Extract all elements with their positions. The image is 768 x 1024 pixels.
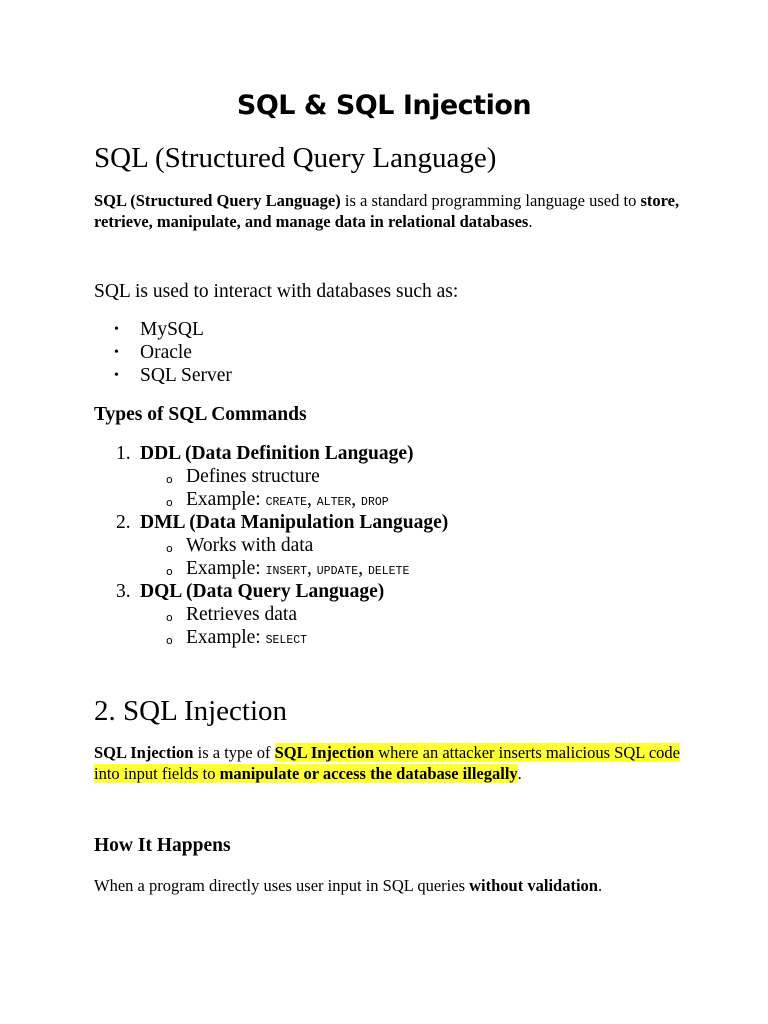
sql-keyword: DROP xyxy=(361,496,389,509)
sql-keyword: DELETE xyxy=(367,565,410,578)
command-type-title xyxy=(94,442,448,465)
highlighted-description: where an attacker inserts malicious SQL code into input fields to xyxy=(94,743,680,783)
sql-injection-text: is a type of xyxy=(193,743,275,762)
how-it-happens-paragraph xyxy=(94,875,684,896)
command-type-desc: o Retrieves data xyxy=(94,603,448,626)
command-type-desc: o Works with data xyxy=(94,534,448,557)
example-label: Example: xyxy=(186,558,266,579)
command-types-heading: Types of SQL Commands xyxy=(94,404,307,425)
how-end: . xyxy=(597,876,603,895)
sql-purpose: store, retrieve, manipulate, and manage data in relational databases xyxy=(94,191,680,231)
command-type-dml xyxy=(94,511,448,580)
list-number: 2. xyxy=(116,512,131,533)
sql-injection-paragraph xyxy=(94,742,684,784)
command-type-name: DML (Data Manipulation Language) xyxy=(140,512,449,533)
sql-term: SQL (Structured Query Language) xyxy=(94,191,341,210)
command-type-details xyxy=(94,603,448,649)
command-type-details xyxy=(94,465,448,511)
example-label: Example: xyxy=(186,627,266,648)
command-type-name: DDL (Data Definition Language) xyxy=(140,443,414,464)
command-type-name: DQL (Data Query Language) xyxy=(140,581,385,602)
document-title: SQL & SQL Injection xyxy=(236,90,532,121)
command-type-title xyxy=(94,580,448,603)
section-heading-sql: SQL (Structured Query Language) xyxy=(94,142,497,174)
sql-definition-end: . xyxy=(528,212,533,231)
sql-keyword: CREATE xyxy=(265,496,308,509)
sql-keyword: UPDATE xyxy=(316,565,359,578)
command-type-example xyxy=(94,626,448,649)
command-type-desc: o Defines structure xyxy=(94,465,448,488)
command-type-dql xyxy=(94,580,448,649)
command-types-list xyxy=(94,442,448,649)
databases-intro: SQL is used to interact with databases such as: xyxy=(94,281,459,302)
command-type-example: o Example: INSERT, UPDATE, DELETE xyxy=(94,557,448,580)
example-label: Example: xyxy=(186,489,266,510)
list-number: 3. xyxy=(116,581,131,602)
how-bold: without validation xyxy=(469,876,598,895)
sql-keyword: INSERT xyxy=(265,565,308,578)
list-number: 1. xyxy=(116,443,131,464)
sql-injection-term: SQL Injection xyxy=(94,743,194,762)
command-type-details xyxy=(94,534,448,580)
command-type-ddl xyxy=(94,442,448,511)
sql-definition-text: is a standard programming language used to xyxy=(340,191,641,210)
how-it-happens-heading: How It Happens xyxy=(94,835,231,856)
database-item: • MySQL xyxy=(94,318,232,341)
database-list xyxy=(94,318,232,387)
sql-definition-paragraph xyxy=(94,190,684,232)
sql-keyword: SELECT xyxy=(265,634,308,647)
paragraph-end: . xyxy=(517,764,522,783)
how-text: When a program directly uses user input in SQL queries xyxy=(94,876,470,895)
database-item: • Oracle xyxy=(94,341,232,364)
sql-keyword: ALTER xyxy=(316,496,352,509)
command-type-title xyxy=(94,511,448,534)
section-heading-sql-injection: 2. SQL Injection xyxy=(94,695,288,727)
highlighted-term: SQL Injection xyxy=(274,743,375,762)
highlighted-impact: manipulate or access the database illegally xyxy=(219,764,518,783)
database-item: • SQL Server xyxy=(94,364,232,387)
command-type-example: o Example: CREATE, ALTER, DROP xyxy=(94,488,448,511)
